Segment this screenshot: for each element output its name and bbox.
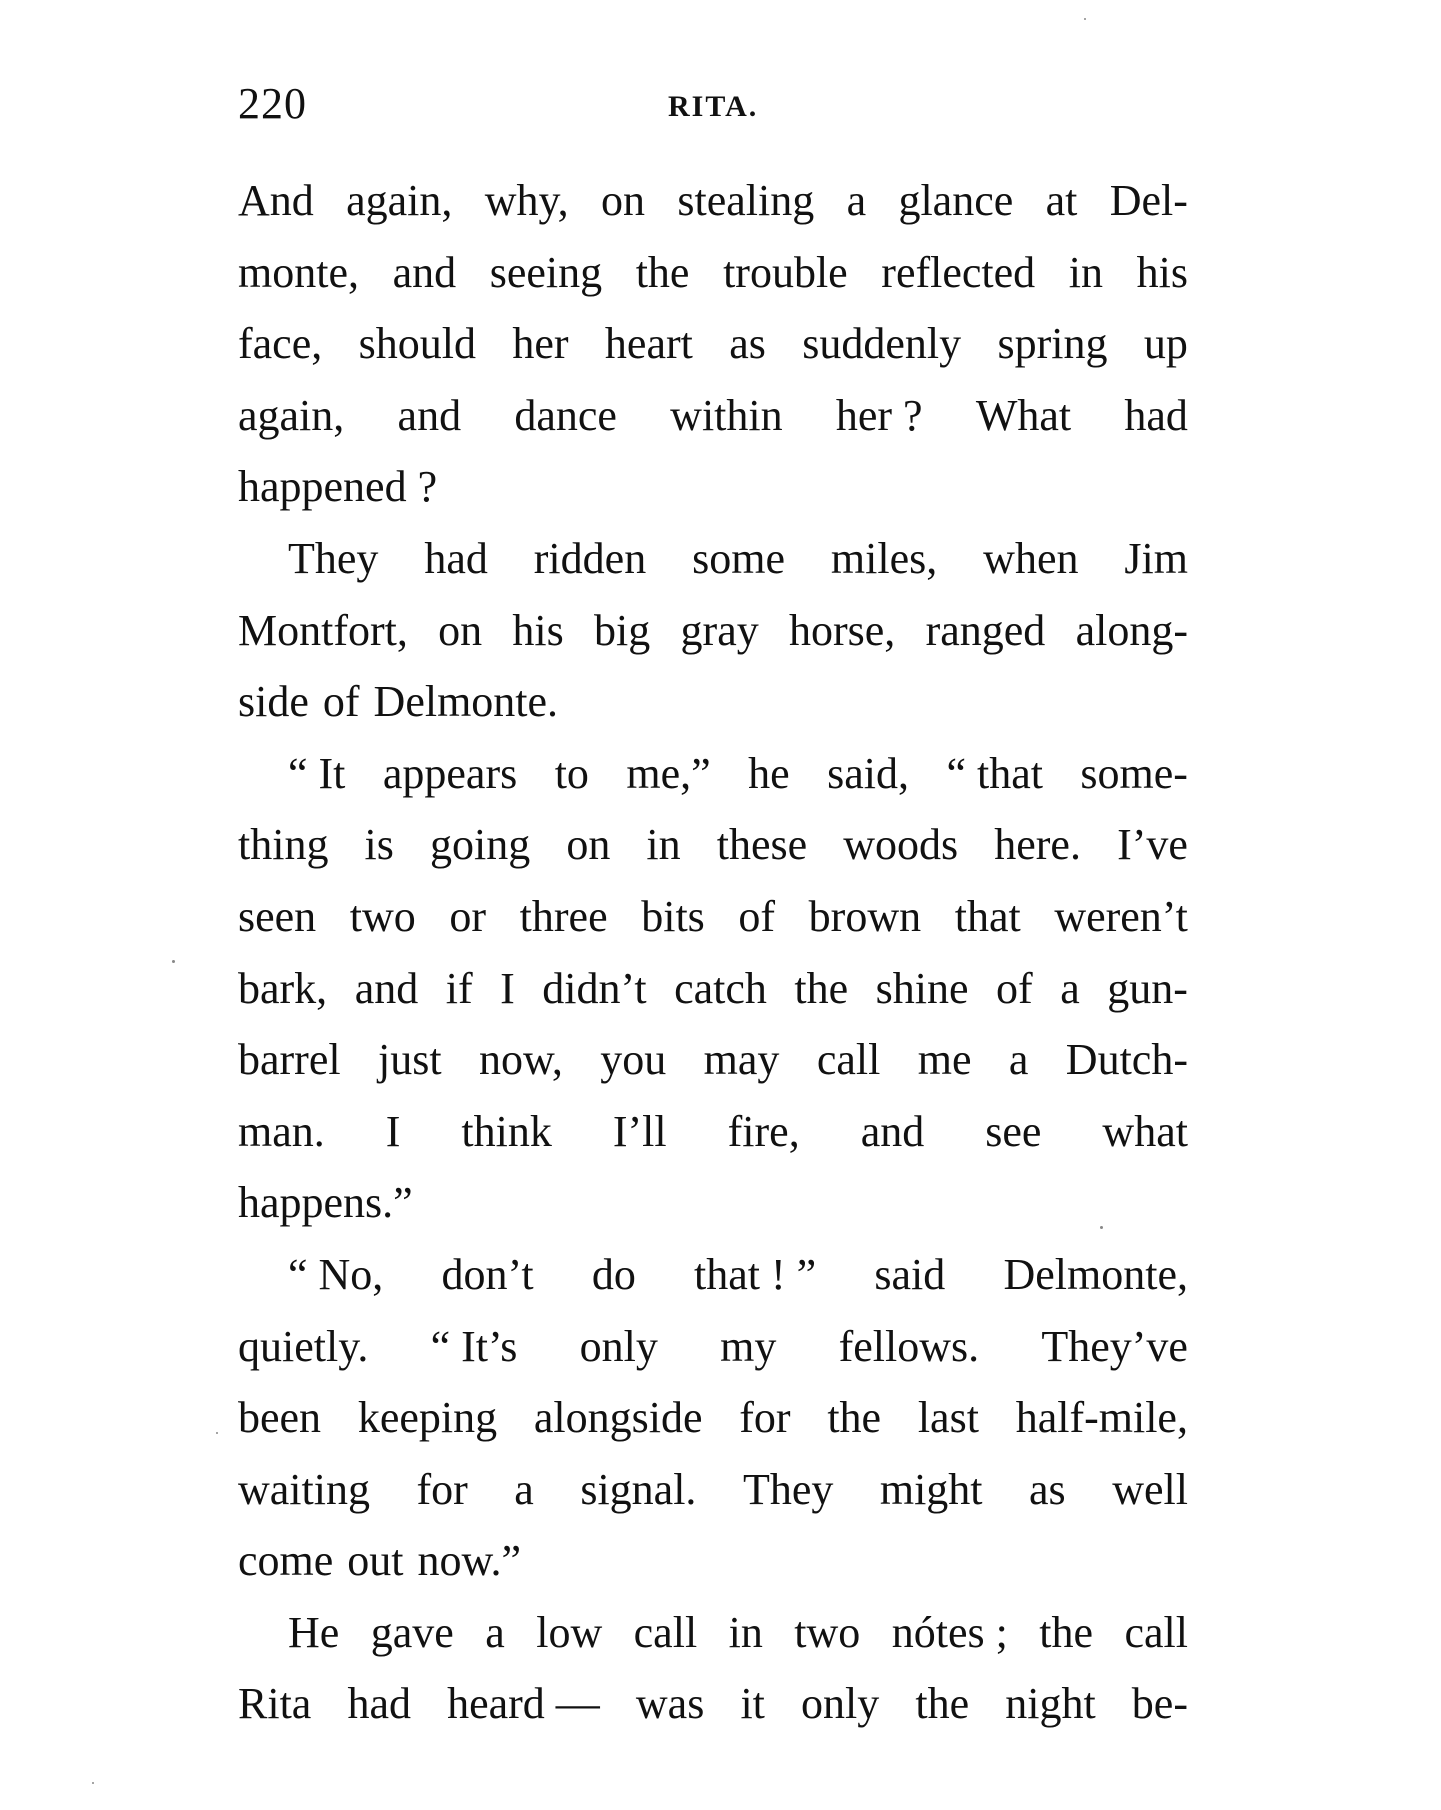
text-line <box>238 380 1188 452</box>
word: glance <box>898 176 1014 225</box>
word: and <box>397 390 462 440</box>
word: They <box>288 533 379 583</box>
word: And <box>238 176 314 225</box>
word: his <box>1136 247 1188 297</box>
text-line <box>238 237 1188 309</box>
word: had <box>347 1679 411 1729</box>
word: now, <box>478 1035 563 1085</box>
word: a <box>1060 963 1080 1013</box>
word: the <box>915 1679 970 1729</box>
word: on <box>438 605 483 655</box>
word: two <box>349 891 416 941</box>
text-line <box>238 1382 1188 1454</box>
word: her ? <box>835 390 923 440</box>
word: me <box>917 1035 972 1085</box>
word: He <box>288 1607 340 1657</box>
word: gun- <box>1107 963 1188 1013</box>
body-text <box>238 165 1188 1740</box>
word: call <box>1124 1607 1188 1657</box>
word: don’t <box>441 1249 534 1299</box>
word: was <box>635 1679 705 1729</box>
word: it <box>740 1679 765 1729</box>
word: I’ve <box>1117 820 1188 870</box>
text-line <box>238 1668 1188 1740</box>
word: trouble <box>723 247 848 297</box>
word: see <box>985 1106 1042 1156</box>
word: They <box>742 1464 834 1514</box>
word: her <box>512 319 569 369</box>
word: in <box>646 820 681 870</box>
word: last <box>917 1393 979 1443</box>
word: ridden <box>533 533 647 583</box>
word: what <box>1102 1106 1188 1156</box>
word: thing <box>238 820 329 870</box>
word: again, <box>238 390 345 440</box>
word: didn’t <box>542 963 647 1013</box>
word: the <box>1039 1607 1094 1657</box>
text-line <box>238 666 1188 738</box>
word: signal. <box>580 1464 697 1514</box>
word: or <box>449 891 487 941</box>
text-line <box>238 1454 1188 1526</box>
word: some <box>692 533 785 583</box>
word: if <box>445 963 473 1013</box>
word: along- <box>1075 605 1188 655</box>
word: here. <box>994 820 1081 870</box>
word: bark, <box>238 963 328 1013</box>
word: up <box>1143 319 1188 369</box>
word: is <box>364 820 394 870</box>
word: my <box>720 1321 777 1371</box>
word: monte, <box>238 247 359 297</box>
print-speck <box>216 1432 218 1434</box>
word: gave <box>370 1607 454 1657</box>
page-header <box>238 70 1188 140</box>
word: face, <box>238 319 323 369</box>
word: fire, <box>727 1106 800 1156</box>
word: as <box>1029 1464 1066 1514</box>
word: of <box>738 891 776 941</box>
word: “ It <box>288 748 346 798</box>
word: of <box>322 677 360 727</box>
word: do <box>591 1249 636 1299</box>
text-line <box>238 595 1188 667</box>
word: to <box>554 748 589 798</box>
word: “ that <box>946 748 1043 798</box>
word: might <box>879 1464 983 1514</box>
word: waiting <box>238 1464 370 1514</box>
word: only <box>579 1321 658 1371</box>
word: shine <box>875 963 969 1013</box>
word: happened ? <box>238 462 438 512</box>
word: a <box>485 1607 505 1657</box>
word: why, <box>484 176 569 225</box>
word: happens.” <box>238 1178 413 1228</box>
word: just <box>377 1035 442 1085</box>
word: some- <box>1080 748 1188 798</box>
text-line <box>238 308 1188 380</box>
word: Jim <box>1124 533 1188 583</box>
word: the <box>827 1393 882 1443</box>
word: a <box>846 176 867 225</box>
page-number: 220 <box>238 79 307 128</box>
word: weren’t <box>1054 891 1188 941</box>
word: call <box>633 1607 698 1657</box>
word: “ No, <box>288 1249 384 1299</box>
word: for <box>739 1393 791 1443</box>
word: I <box>500 963 515 1013</box>
word: gray <box>680 605 759 655</box>
text-line <box>238 165 1188 237</box>
word: suddenly <box>802 319 962 369</box>
word: bits <box>641 891 705 941</box>
word: I’ll <box>612 1106 667 1156</box>
word: be- <box>1131 1679 1188 1729</box>
text-line <box>238 1024 1188 1096</box>
text-line <box>238 1311 1188 1383</box>
word: come <box>238 1536 334 1586</box>
word: Dutch- <box>1065 1035 1188 1085</box>
word: may <box>703 1035 780 1085</box>
word: brown <box>808 891 922 941</box>
word: in <box>728 1607 763 1657</box>
word: within <box>670 390 783 440</box>
word: stealing <box>677 176 815 225</box>
word: Rita <box>238 1679 312 1729</box>
word: the <box>794 963 849 1013</box>
word: on <box>601 176 646 225</box>
print-speck <box>1100 1226 1103 1229</box>
word: Montfort, <box>238 605 408 655</box>
text-line <box>238 738 1188 810</box>
word: he <box>748 748 790 798</box>
text-line <box>238 953 1188 1025</box>
print-speck <box>1084 18 1086 20</box>
word: again, <box>346 176 453 225</box>
word: barrel <box>238 1035 341 1085</box>
word: in <box>1068 247 1103 297</box>
word: nótes ; <box>891 1607 1008 1657</box>
word: out <box>347 1536 404 1586</box>
word: call <box>816 1035 881 1085</box>
word: big <box>594 605 651 655</box>
word: reflected <box>881 247 1036 297</box>
word: that ! ” <box>694 1249 817 1299</box>
word: fellows. <box>838 1321 980 1371</box>
word: three <box>519 891 608 941</box>
word: and <box>354 963 419 1013</box>
word: and <box>392 247 457 297</box>
word: going <box>430 820 531 870</box>
word: of <box>996 963 1033 1013</box>
word: side <box>238 677 309 727</box>
word: “ It’s <box>430 1321 518 1371</box>
word: that <box>954 891 1021 941</box>
print-speck <box>172 960 175 963</box>
word: a <box>514 1464 534 1514</box>
word: for <box>416 1464 468 1514</box>
word: heart <box>604 319 693 369</box>
word: ranged <box>925 605 1046 655</box>
word: well <box>1112 1464 1188 1514</box>
word: alongside <box>533 1393 703 1443</box>
word: me,” <box>626 748 711 798</box>
word: What <box>975 390 1072 440</box>
word: two <box>794 1607 861 1657</box>
word: when <box>983 533 1079 583</box>
word: should <box>358 319 476 369</box>
word: woods <box>843 820 959 870</box>
word: his <box>512 605 564 655</box>
word: at <box>1045 176 1078 225</box>
word: seeing <box>489 247 603 297</box>
word: night <box>1005 1679 1096 1729</box>
word: low <box>536 1607 603 1657</box>
word: now.” <box>417 1536 521 1586</box>
text-line <box>238 1597 1188 1669</box>
text-line <box>238 1096 1188 1168</box>
word: said, <box>827 748 909 798</box>
word: you <box>600 1035 667 1085</box>
word: They’ve <box>1041 1321 1188 1371</box>
text-line <box>238 1167 1188 1239</box>
word: Delmonte. <box>373 677 559 727</box>
text-line <box>238 523 1188 595</box>
word: had <box>424 533 488 583</box>
word: dance <box>514 390 617 440</box>
word: spring <box>997 319 1108 369</box>
word: a <box>1008 1035 1029 1085</box>
word: as <box>729 319 766 369</box>
word: these <box>716 820 808 870</box>
text-line <box>238 881 1188 953</box>
text-line <box>238 809 1188 881</box>
word: man. <box>238 1106 325 1156</box>
text-line <box>238 1239 1188 1311</box>
text-line <box>238 1525 1188 1597</box>
word: half-mile, <box>1015 1393 1188 1443</box>
word: keeping <box>357 1393 498 1443</box>
word: I <box>385 1106 401 1156</box>
word: on <box>566 820 611 870</box>
word: heard — <box>447 1679 600 1729</box>
print-speck <box>92 1782 94 1784</box>
word: had <box>1124 390 1188 440</box>
word: miles, <box>830 533 938 583</box>
word: Del- <box>1109 176 1188 225</box>
word: only <box>801 1679 880 1729</box>
word: quietly. <box>238 1321 369 1371</box>
word: Delmonte, <box>1003 1249 1188 1299</box>
word: the <box>635 247 690 297</box>
word: appears <box>382 748 518 798</box>
word: think <box>461 1106 552 1156</box>
word: catch <box>674 963 767 1013</box>
word: said <box>874 1249 946 1299</box>
word: and <box>860 1106 925 1156</box>
text-line <box>238 451 1188 523</box>
word: been <box>238 1393 322 1443</box>
word: horse, <box>789 605 896 655</box>
running-head: RITA. <box>668 90 759 123</box>
word: seen <box>238 891 317 941</box>
